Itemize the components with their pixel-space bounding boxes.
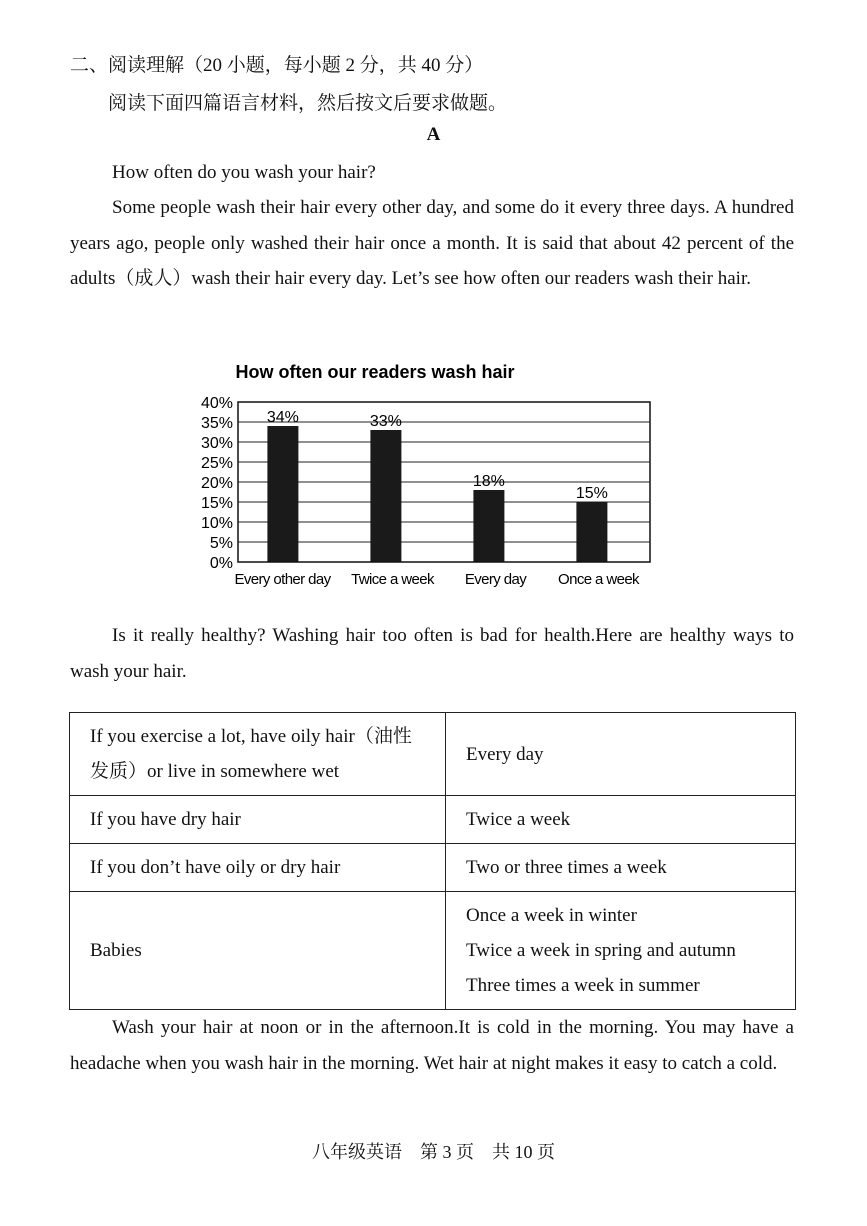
frequency-line: Two or three times a week (466, 857, 667, 878)
table-row (70, 844, 796, 892)
condition-cell: If you exercise a lot, have oily hair（油性发质）or live in somewhere wet (70, 713, 446, 796)
chart-svg (190, 356, 670, 596)
instructions: 阅读下面四篇语言材料，然后按文后要求做题。 (108, 93, 508, 114)
y-tick-label: 15% (200, 495, 233, 512)
paragraph-1: Some people wash their hair every other day, and some do it every three days. A hundred years ago, people only washed their hair once a month. It is said that about 42 percent of the adults（成人）wash their hair every day. Let’s see how often our readers wash their hair. (70, 197, 794, 289)
frequency-line: Twice a week (466, 809, 571, 830)
data-label: 18% (472, 473, 505, 490)
washing-ways-table (69, 712, 796, 1010)
y-tick-label: 5% (209, 535, 233, 552)
question-line: How often do you wash your hair? (112, 162, 376, 183)
y-tick-label: 25% (200, 455, 233, 472)
x-category-label: Twice a week (351, 571, 434, 588)
data-label: 15% (575, 485, 608, 502)
y-tick-label: 40% (200, 395, 233, 412)
frequency-cell (446, 844, 796, 892)
bar (370, 430, 401, 562)
data-label: 34% (266, 409, 299, 426)
table-row (70, 796, 796, 844)
data-label: 33% (369, 413, 402, 430)
bar (576, 502, 607, 562)
y-tick-label: 30% (200, 435, 233, 452)
bar (473, 490, 504, 562)
frequency-cell (446, 796, 796, 844)
frequency-line: Once a week in winter (466, 905, 637, 926)
condition-cell: If you have dry hair (70, 796, 446, 844)
frequency-line: Twice a week in spring and autumn (466, 940, 736, 961)
y-tick-label: 0% (209, 555, 233, 572)
frequency-line: Three times a week in summer (466, 975, 700, 996)
frequency-cell (446, 892, 796, 1010)
bar (267, 426, 298, 562)
chart-title: How often our readers wash hair (235, 362, 515, 382)
y-tick-label: 20% (200, 475, 233, 492)
x-category-label: Once a week (558, 571, 639, 588)
frequency-cell (446, 713, 796, 796)
y-tick-label: 10% (200, 515, 233, 532)
x-category-label: Every other day (234, 571, 331, 588)
bar-chart (190, 356, 670, 596)
page-footer: 八年级英语 第 3 页 共 10 页 (312, 1142, 555, 1162)
y-tick-label: 35% (200, 415, 233, 432)
paragraph-2: Is it really healthy? Washing hair too often is bad for health.Here are healthy ways to wash your hair. (70, 625, 794, 682)
paragraph-3: Wash your hair at noon or in the afternoon.It is cold in the morning. You may have a headache when you wash hair in the morning. Wet hair at night makes it easy to catch a cold. (70, 1017, 794, 1074)
table-row (70, 713, 796, 796)
condition-cell: If you don’t have oily or dry hair (70, 844, 446, 892)
passage-label: A (426, 124, 441, 145)
frequency-line: Every day (466, 743, 544, 765)
section-title: 二、阅读理解（20 小题，每小题 2 分，共 40 分） (70, 55, 484, 76)
x-category-label: Every day (464, 571, 527, 588)
table-row (70, 892, 796, 1010)
condition-cell: Babies (70, 892, 446, 1010)
